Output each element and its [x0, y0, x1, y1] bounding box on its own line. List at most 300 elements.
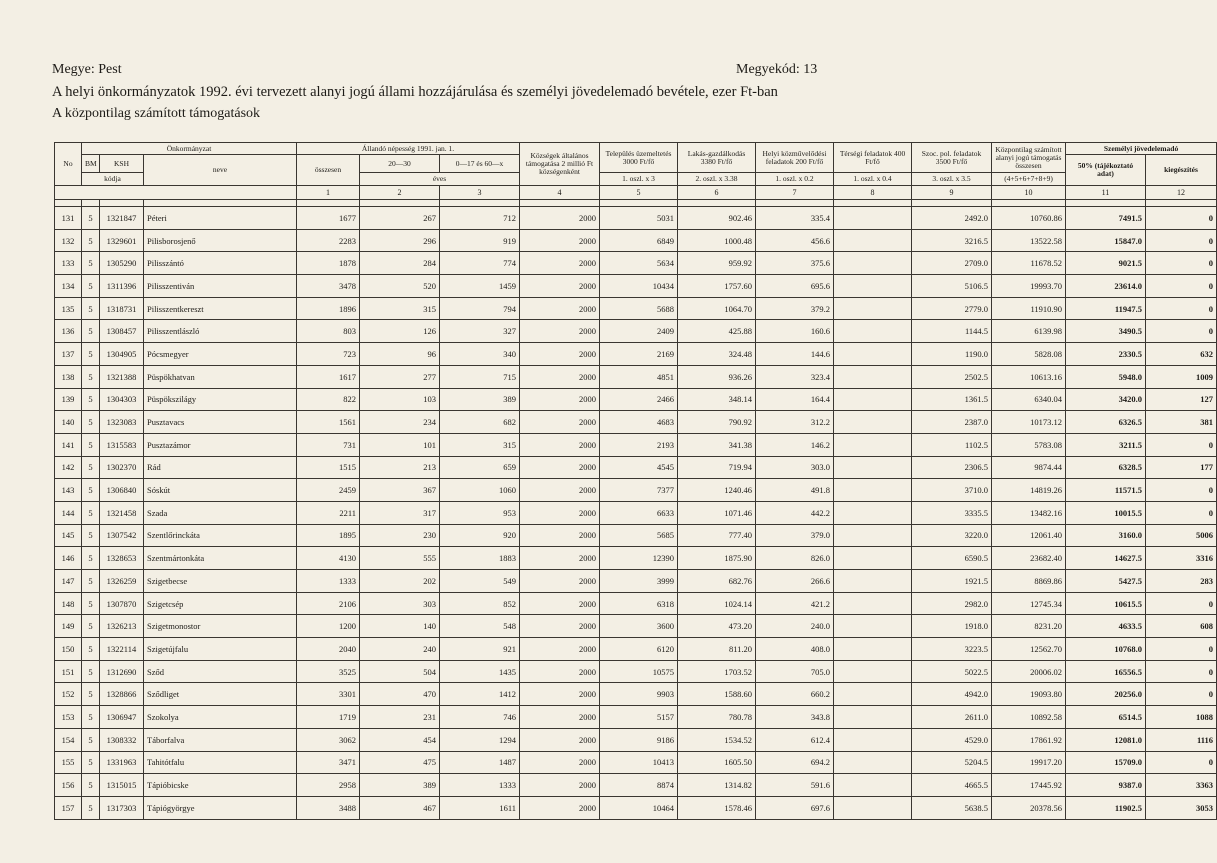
header-onkormanyzat: Önkormányzat: [82, 143, 297, 155]
population-0-17-60-plus-cell: 1611: [440, 796, 520, 819]
regional-tasks-cell: [834, 592, 912, 615]
table-row: [55, 207, 1217, 230]
local-culture-cell: 379.0: [756, 524, 834, 547]
central-support-total-cell: 13482.16: [992, 501, 1066, 524]
population-total-cell: 1561: [297, 411, 360, 434]
village-support-cell: 2000: [520, 796, 600, 819]
population-0-17-60-plus-cell: 682: [440, 411, 520, 434]
row-number-cell: 156: [55, 774, 82, 797]
municipality-name-cell: Szentlőrinckáta: [144, 524, 297, 547]
table-row: [55, 320, 1217, 343]
village-support-cell: 2000: [520, 524, 600, 547]
population-total-cell: 2958: [297, 774, 360, 797]
social-policy-cell: 4529.0: [912, 728, 992, 751]
social-policy-cell: 5022.5: [912, 660, 992, 683]
housing-management-cell: 1071.46: [678, 501, 756, 524]
regional-tasks-cell: [834, 638, 912, 661]
regional-tasks-cell: [834, 479, 912, 502]
housing-management-cell: 1703.52: [678, 660, 756, 683]
pit-supplement-cell: 1116: [1146, 728, 1217, 751]
population-0-17-60-plus-cell: 1487: [440, 751, 520, 774]
row-number-cell: 151: [55, 660, 82, 683]
municipality-name-cell: Pilisszántó: [144, 252, 297, 275]
column-number: 7: [756, 186, 834, 200]
central-support-total-cell: 10613.16: [992, 365, 1066, 388]
settlement-operation-cell: 2193: [600, 433, 678, 456]
population-20-30-cell: 389: [360, 774, 440, 797]
regional-tasks-cell: [834, 207, 912, 230]
housing-management-cell: 1000.48: [678, 229, 756, 252]
municipality-name-cell: Szada: [144, 501, 297, 524]
central-support-total-cell: 11678.52: [992, 252, 1066, 275]
housing-management-cell: 936.26: [678, 365, 756, 388]
header-blank: [55, 186, 297, 200]
population-0-17-60-plus-cell: 315: [440, 433, 520, 456]
ksh-code-cell: 1329601: [100, 229, 144, 252]
municipality-name-cell: Tápióbicske: [144, 774, 297, 797]
header-szja: Személyi jövedelemadó: [1066, 143, 1217, 155]
table-row: [55, 796, 1217, 819]
central-support-total-cell: 5783.08: [992, 433, 1066, 456]
municipality-name-cell: Pócsmegyer: [144, 343, 297, 366]
population-20-30-cell: 240: [360, 638, 440, 661]
bm-code-cell: 5: [82, 592, 100, 615]
population-0-17-60-plus-cell: 715: [440, 365, 520, 388]
spacer-cell: [600, 200, 678, 207]
local-culture-cell: 160.6: [756, 320, 834, 343]
column-number: 9: [912, 186, 992, 200]
pit-50-percent-cell: 20256.0: [1066, 683, 1146, 706]
pit-supplement-cell: 0: [1146, 638, 1217, 661]
population-20-30-cell: 504: [360, 660, 440, 683]
column-number: 3: [440, 186, 520, 200]
population-20-30-cell: 467: [360, 796, 440, 819]
settlement-operation-cell: 5685: [600, 524, 678, 547]
population-20-30-cell: 96: [360, 343, 440, 366]
local-culture-cell: 491.8: [756, 479, 834, 502]
bm-code-cell: 5: [82, 501, 100, 524]
ksh-code-cell: 1315583: [100, 433, 144, 456]
pit-50-percent-cell: 9387.0: [1066, 774, 1146, 797]
municipality-name-cell: Tápiógyörgye: [144, 796, 297, 819]
table-row: [55, 751, 1217, 774]
pit-50-percent-cell: 4633.5: [1066, 615, 1146, 638]
population-20-30-cell: 231: [360, 706, 440, 729]
population-total-cell: 1677: [297, 207, 360, 230]
pit-supplement-cell: 0: [1146, 751, 1217, 774]
local-culture-cell: 312.2: [756, 411, 834, 434]
village-support-cell: 2000: [520, 365, 600, 388]
ksh-code-cell: 1328866: [100, 683, 144, 706]
header-tersegi-formula: 1. oszl. x 0.4: [834, 173, 912, 186]
social-policy-cell: 1918.0: [912, 615, 992, 638]
municipality-name-cell: Szokolya: [144, 706, 297, 729]
population-total-cell: 4130: [297, 547, 360, 570]
pit-supplement-cell: 177: [1146, 456, 1217, 479]
spacer-cell: [360, 200, 440, 207]
pit-50-percent-cell: 11902.5: [1066, 796, 1146, 819]
social-policy-cell: 2982.0: [912, 592, 992, 615]
social-policy-cell: 4942.0: [912, 683, 992, 706]
pit-supplement-cell: 608: [1146, 615, 1217, 638]
municipality-name-cell: Pusztavacs: [144, 411, 297, 434]
regional-tasks-cell: [834, 683, 912, 706]
municipality-name-cell: Püspökszilágy: [144, 388, 297, 411]
village-support-cell: 2000: [520, 433, 600, 456]
population-20-30-cell: 296: [360, 229, 440, 252]
settlement-operation-cell: 5634: [600, 252, 678, 275]
settlement-operation-cell: 10575: [600, 660, 678, 683]
settlement-operation-cell: 6633: [600, 501, 678, 524]
bm-code-cell: 5: [82, 547, 100, 570]
ksh-code-cell: 1323083: [100, 411, 144, 434]
municipality-name-cell: Pilisszentkereszt: [144, 297, 297, 320]
village-support-cell: 2000: [520, 683, 600, 706]
social-policy-cell: 3223.5: [912, 638, 992, 661]
pit-50-percent-cell: 3490.5: [1066, 320, 1146, 343]
population-0-17-60-plus-cell: 659: [440, 456, 520, 479]
ksh-code-cell: 1304303: [100, 388, 144, 411]
table-row: [55, 683, 1217, 706]
population-total-cell: 1878: [297, 252, 360, 275]
pit-50-percent-cell: 2330.5: [1066, 343, 1146, 366]
ksh-code-cell: 1326259: [100, 570, 144, 593]
housing-management-cell: 780.78: [678, 706, 756, 729]
municipality-name-cell: Rád: [144, 456, 297, 479]
population-0-17-60-plus-cell: 794: [440, 297, 520, 320]
document-title: A helyi önkormányzatok 1992. évi tervezett alanyi jogú állami hozzájárulása és személyi jövedelemadó bevétele, ezer Ft-ban: [52, 84, 778, 100]
population-0-17-60-plus-cell: 919: [440, 229, 520, 252]
population-20-30-cell: 234: [360, 411, 440, 434]
village-support-cell: 2000: [520, 615, 600, 638]
population-total-cell: 1895: [297, 524, 360, 547]
pit-supplement-cell: 0: [1146, 433, 1217, 456]
pit-50-percent-cell: 7491.5: [1066, 207, 1146, 230]
spacer-cell: [55, 200, 82, 207]
pit-50-percent-cell: 11947.5: [1066, 297, 1146, 320]
settlement-operation-cell: 5031: [600, 207, 678, 230]
pit-supplement-cell: 0: [1146, 207, 1217, 230]
housing-management-cell: 1314.82: [678, 774, 756, 797]
table-row: [55, 343, 1217, 366]
population-total-cell: 2040: [297, 638, 360, 661]
village-support-cell: 2000: [520, 343, 600, 366]
population-20-30-cell: 454: [360, 728, 440, 751]
local-culture-cell: 705.0: [756, 660, 834, 683]
table-spacer-row: [55, 200, 1217, 207]
table-row: [55, 615, 1217, 638]
pit-50-percent-cell: 16556.5: [1066, 660, 1146, 683]
table-row: [55, 411, 1217, 434]
header-telepules: Település üzemeltetés 3000 Ft/fő: [600, 143, 678, 173]
population-total-cell: 1333: [297, 570, 360, 593]
central-support-total-cell: 17445.92: [992, 774, 1066, 797]
settlement-operation-cell: 6120: [600, 638, 678, 661]
central-support-total-cell: 19993.70: [992, 275, 1066, 298]
population-20-30-cell: 103: [360, 388, 440, 411]
municipality-name-cell: Szentmártonkáta: [144, 547, 297, 570]
spacer-cell: [678, 200, 756, 207]
ksh-code-cell: 1331963: [100, 751, 144, 774]
pit-50-percent-cell: 3420.0: [1066, 388, 1146, 411]
municipality-name-cell: Szigetmonostor: [144, 615, 297, 638]
pit-supplement-cell: 283: [1146, 570, 1217, 593]
spacer-cell: [144, 200, 297, 207]
row-number-cell: 135: [55, 297, 82, 320]
settlement-operation-cell: 2409: [600, 320, 678, 343]
spacer-cell: [297, 200, 360, 207]
header-neve: neve: [144, 155, 297, 186]
table-row: [55, 774, 1217, 797]
regional-tasks-cell: [834, 706, 912, 729]
row-number-cell: 136: [55, 320, 82, 343]
bm-code-cell: 5: [82, 456, 100, 479]
header-no: No: [55, 143, 82, 186]
pit-50-percent-cell: 14627.5: [1066, 547, 1146, 570]
population-0-17-60-plus-cell: 340: [440, 343, 520, 366]
social-policy-cell: 3710.0: [912, 479, 992, 502]
bm-code-cell: 5: [82, 570, 100, 593]
county-code-label: Megyekód: 13: [736, 62, 818, 77]
village-support-cell: 2000: [520, 411, 600, 434]
column-number: 6: [678, 186, 756, 200]
settlement-operation-cell: 5688: [600, 297, 678, 320]
ksh-code-cell: 1321847: [100, 207, 144, 230]
bm-code-cell: 5: [82, 706, 100, 729]
table-row: [55, 592, 1217, 615]
settlement-operation-cell: 7377: [600, 479, 678, 502]
table-row: [55, 229, 1217, 252]
municipality-name-cell: Pilisszentiván: [144, 275, 297, 298]
local-culture-cell: 421.2: [756, 592, 834, 615]
housing-management-cell: 348.14: [678, 388, 756, 411]
header-szja-50: 50% (tájékoztató adat): [1066, 155, 1146, 186]
header-osszesen: összesen: [297, 155, 360, 186]
central-support-total-cell: 8869.86: [992, 570, 1066, 593]
ksh-code-cell: 1326213: [100, 615, 144, 638]
bm-code-cell: 5: [82, 479, 100, 502]
population-0-17-60-plus-cell: 548: [440, 615, 520, 638]
population-20-30-cell: 101: [360, 433, 440, 456]
ksh-code-cell: 1307870: [100, 592, 144, 615]
social-policy-cell: 1190.0: [912, 343, 992, 366]
housing-management-cell: 719.94: [678, 456, 756, 479]
social-policy-cell: 1361.5: [912, 388, 992, 411]
population-20-30-cell: 367: [360, 479, 440, 502]
population-total-cell: 1515: [297, 456, 360, 479]
regional-tasks-cell: [834, 411, 912, 434]
column-number: 10: [992, 186, 1066, 200]
population-20-30-cell: 284: [360, 252, 440, 275]
regional-tasks-cell: [834, 388, 912, 411]
municipality-name-cell: Sóskút: [144, 479, 297, 502]
row-number-cell: 141: [55, 433, 82, 456]
pit-50-percent-cell: 3211.5: [1066, 433, 1146, 456]
central-support-total-cell: 12061.40: [992, 524, 1066, 547]
population-0-17-60-plus-cell: 774: [440, 252, 520, 275]
local-culture-cell: 408.0: [756, 638, 834, 661]
central-support-total-cell: 23682.40: [992, 547, 1066, 570]
regional-tasks-cell: [834, 796, 912, 819]
ksh-code-cell: 1317303: [100, 796, 144, 819]
pit-50-percent-cell: 10015.5: [1066, 501, 1146, 524]
social-policy-cell: 3335.5: [912, 501, 992, 524]
settlement-operation-cell: 4683: [600, 411, 678, 434]
population-20-30-cell: 213: [360, 456, 440, 479]
ksh-code-cell: 1322114: [100, 638, 144, 661]
population-0-17-60-plus-cell: 746: [440, 706, 520, 729]
pit-supplement-cell: 3316: [1146, 547, 1217, 570]
population-0-17-60-plus-cell: 1435: [440, 660, 520, 683]
pit-supplement-cell: 3363: [1146, 774, 1217, 797]
population-total-cell: 803: [297, 320, 360, 343]
ksh-code-cell: 1304905: [100, 343, 144, 366]
social-policy-cell: 2611.0: [912, 706, 992, 729]
regional-tasks-cell: [834, 433, 912, 456]
header-kodja: kódja: [82, 173, 144, 186]
bm-code-cell: 5: [82, 207, 100, 230]
column-number: 11: [1066, 186, 1146, 200]
population-0-17-60-plus-cell: 1060: [440, 479, 520, 502]
municipality-name-cell: Pilisborosjenő: [144, 229, 297, 252]
housing-management-cell: 324.48: [678, 343, 756, 366]
bm-code-cell: 5: [82, 796, 100, 819]
header-eves: éves: [360, 173, 520, 186]
social-policy-cell: 2502.5: [912, 365, 992, 388]
population-total-cell: 3062: [297, 728, 360, 751]
regional-tasks-cell: [834, 728, 912, 751]
central-support-total-cell: 6340.04: [992, 388, 1066, 411]
local-culture-cell: 591.6: [756, 774, 834, 797]
settlement-operation-cell: 6318: [600, 592, 678, 615]
header-age-20-30: 20—30: [360, 155, 440, 173]
local-culture-cell: 660.2: [756, 683, 834, 706]
ksh-code-cell: 1312690: [100, 660, 144, 683]
village-support-cell: 2000: [520, 320, 600, 343]
pit-50-percent-cell: 15847.0: [1066, 229, 1146, 252]
bm-code-cell: 5: [82, 615, 100, 638]
pit-supplement-cell: 0: [1146, 660, 1217, 683]
header-szoc: Szoc. pol. feladatok 3500 Ft/fő: [912, 143, 992, 173]
header-helyi: Helyi közművelődési feladatok 200 Ft/fő: [756, 143, 834, 173]
spacer-cell: [756, 200, 834, 207]
municipality-name-cell: Táborfalva: [144, 728, 297, 751]
local-culture-cell: 695.6: [756, 275, 834, 298]
village-support-cell: 2000: [520, 388, 600, 411]
pit-supplement-cell: 0: [1146, 252, 1217, 275]
pit-50-percent-cell: 9021.5: [1066, 252, 1146, 275]
table-row: [55, 275, 1217, 298]
ksh-code-cell: 1306947: [100, 706, 144, 729]
central-support-total-cell: 5828.08: [992, 343, 1066, 366]
regional-tasks-cell: [834, 365, 912, 388]
regional-tasks-cell: [834, 320, 912, 343]
population-total-cell: 3478: [297, 275, 360, 298]
housing-management-cell: 341.38: [678, 433, 756, 456]
housing-management-cell: 1875.90: [678, 547, 756, 570]
population-0-17-60-plus-cell: 1294: [440, 728, 520, 751]
village-support-cell: 2000: [520, 479, 600, 502]
regional-tasks-cell: [834, 660, 912, 683]
pit-supplement-cell: 1009: [1146, 365, 1217, 388]
pit-50-percent-cell: 6328.5: [1066, 456, 1146, 479]
central-support-total-cell: 12562.70: [992, 638, 1066, 661]
social-policy-cell: 2709.0: [912, 252, 992, 275]
housing-management-cell: 425.88: [678, 320, 756, 343]
row-number-cell: 137: [55, 343, 82, 366]
table-row: [55, 706, 1217, 729]
social-policy-cell: 6590.5: [912, 547, 992, 570]
village-support-cell: 2000: [520, 774, 600, 797]
bm-code-cell: 5: [82, 275, 100, 298]
social-policy-cell: 5106.5: [912, 275, 992, 298]
municipality-name-cell: Szigetbecse: [144, 570, 297, 593]
pit-supplement-cell: 0: [1146, 229, 1217, 252]
row-number-cell: 152: [55, 683, 82, 706]
municipality-name-cell: Sződ: [144, 660, 297, 683]
header-bm: BM: [82, 155, 100, 173]
local-culture-cell: 240.0: [756, 615, 834, 638]
local-culture-cell: 303.0: [756, 456, 834, 479]
housing-management-cell: 1605.50: [678, 751, 756, 774]
bm-code-cell: 5: [82, 524, 100, 547]
population-total-cell: 3488: [297, 796, 360, 819]
settlement-operation-cell: 9186: [600, 728, 678, 751]
row-number-cell: 133: [55, 252, 82, 275]
local-culture-cell: 456.6: [756, 229, 834, 252]
row-number-cell: 145: [55, 524, 82, 547]
local-culture-cell: 323.4: [756, 365, 834, 388]
header-helyi-formula: 1. oszl. x 0.2: [756, 173, 834, 186]
village-support-cell: 2000: [520, 660, 600, 683]
municipality-name-cell: Pilisszentlászló: [144, 320, 297, 343]
spacer-cell: [834, 200, 912, 207]
settlement-operation-cell: 2466: [600, 388, 678, 411]
population-20-30-cell: 470: [360, 683, 440, 706]
population-0-17-60-plus-cell: 1883: [440, 547, 520, 570]
column-number: 4: [520, 186, 600, 200]
housing-management-cell: 1240.46: [678, 479, 756, 502]
header-szoc-formula: 3. oszl. x 3.5: [912, 173, 992, 186]
central-support-total-cell: 14819.26: [992, 479, 1066, 502]
population-0-17-60-plus-cell: 1333: [440, 774, 520, 797]
row-number-cell: 146: [55, 547, 82, 570]
regional-tasks-cell: [834, 275, 912, 298]
header-telepules-formula: 1. oszl. x 3: [600, 173, 678, 186]
table-row: [55, 297, 1217, 320]
regional-tasks-cell: [834, 501, 912, 524]
pit-supplement-cell: 0: [1146, 683, 1217, 706]
row-number-cell: 131: [55, 207, 82, 230]
bm-code-cell: 5: [82, 433, 100, 456]
population-20-30-cell: 475: [360, 751, 440, 774]
settlement-operation-cell: 6849: [600, 229, 678, 252]
population-total-cell: 723: [297, 343, 360, 366]
row-number-cell: 153: [55, 706, 82, 729]
village-support-cell: 2000: [520, 751, 600, 774]
regional-tasks-cell: [834, 524, 912, 547]
population-total-cell: 731: [297, 433, 360, 456]
central-support-total-cell: 10892.58: [992, 706, 1066, 729]
central-support-total-cell: 17861.92: [992, 728, 1066, 751]
row-number-cell: 144: [55, 501, 82, 524]
population-total-cell: 1719: [297, 706, 360, 729]
ksh-code-cell: 1321458: [100, 501, 144, 524]
housing-management-cell: 1578.46: [678, 796, 756, 819]
population-0-17-60-plus-cell: 852: [440, 592, 520, 615]
header-kozpontilag: Központilag számított alanyi jogú támogatás összesen: [992, 143, 1066, 173]
settlement-operation-cell: 3600: [600, 615, 678, 638]
